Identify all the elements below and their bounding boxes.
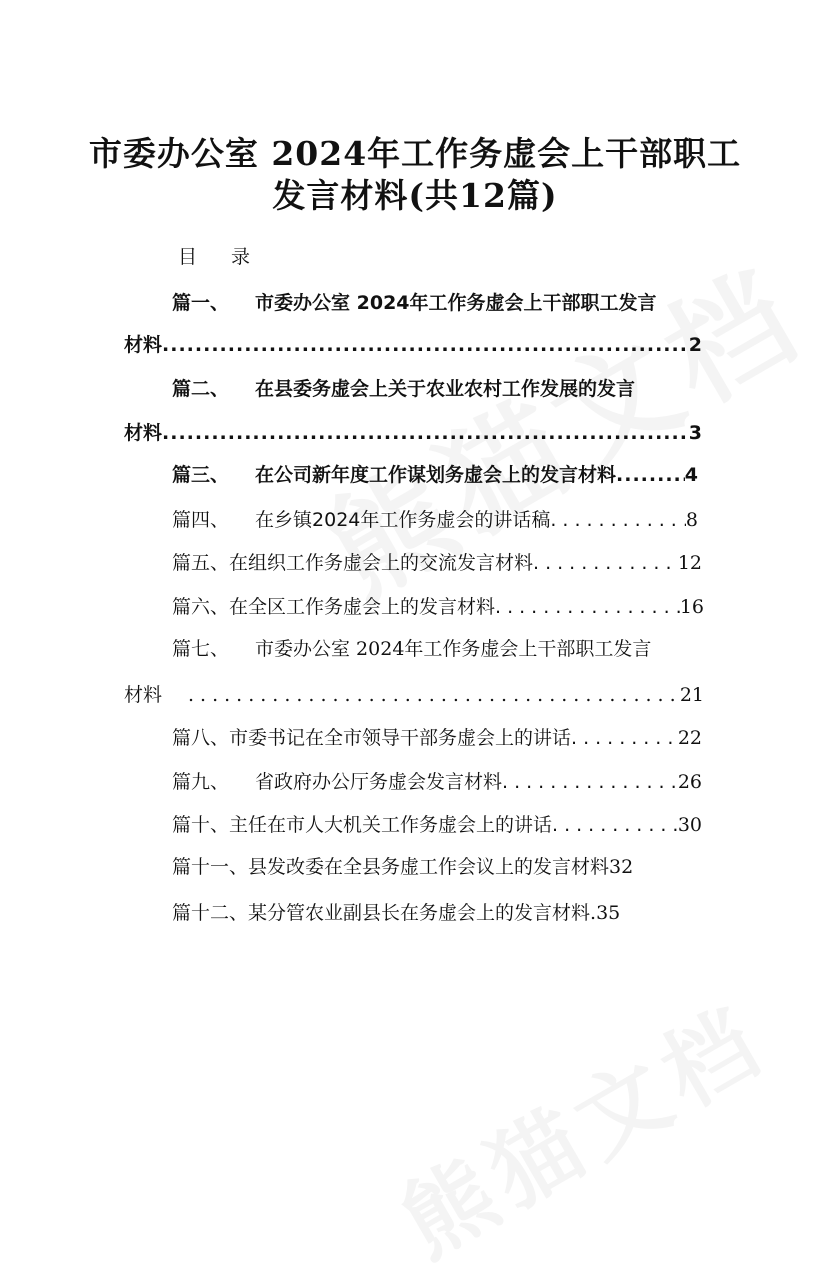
toc-leader-dots	[162, 334, 689, 356]
watermark	[374, 969, 785, 1281]
toc-entry-page: 8	[685, 509, 698, 531]
toc-entry-2-line-2[interactable]	[124, 418, 702, 445]
toc-entry-title: 在全区工作务虚会上的发言材料	[229, 596, 496, 618]
toc-leader-dots	[162, 422, 689, 444]
toc-entry-9[interactable]	[172, 767, 702, 794]
toc-entry-page: 26	[677, 771, 702, 793]
toc-entry-title-cont: 材料	[124, 422, 163, 444]
toc-entry-number: 篇六、	[172, 596, 230, 618]
toc-entry-page: 4	[684, 464, 698, 486]
toc-entry-title: 主任在市人大机关工作务虚会上的讲话	[229, 814, 553, 836]
toc-entry-5[interactable]	[172, 548, 702, 575]
toc-leader-dots	[616, 464, 685, 486]
toc-entry-number: 篇三、	[172, 464, 230, 486]
toc-entry-1-line-1[interactable]	[172, 288, 702, 315]
document-title-line-2: 发言材料(共12篇)	[272, 176, 558, 215]
toc-entry-1-line-2[interactable]	[124, 330, 702, 357]
toc-leader-dots	[571, 727, 678, 749]
toc-entry-4[interactable]	[172, 505, 698, 532]
toc-entry-title-cont: 材料	[124, 684, 163, 706]
toc-leader-dots	[495, 596, 680, 618]
toc-entry-10[interactable]	[172, 810, 702, 837]
toc-entry-11[interactable]	[172, 852, 712, 879]
toc-entry-page: 16	[679, 596, 704, 618]
toc-leader-dots	[550, 509, 686, 531]
toc-entry-title: 在公司新年度工作谋划务虚会上的发言材料	[255, 464, 617, 486]
toc-entry-number: 篇二、	[172, 378, 230, 400]
toc-entry-2-line-1[interactable]	[172, 374, 702, 401]
toc-leader-dots	[552, 814, 678, 836]
toc-entry-page: 21	[679, 684, 704, 706]
toc-entry-title: 市委办公室 2024年工作务虚会上干部职工发言	[255, 638, 652, 660]
toc-entry-title: 市委书记在全市领导干部务虚会上的讲话	[229, 727, 572, 749]
toc-entry-title: 省政府办公厅务虚会发言材料	[255, 771, 503, 793]
toc-entry-page: 30	[677, 814, 702, 836]
toc-entry-number: 篇八、	[172, 727, 230, 749]
document-title-line-1: 市委办公室 2024年工作务虚会上干部职工	[88, 134, 742, 173]
toc-entry-title: 在乡镇2024年工作务虚会的讲话稿	[255, 509, 551, 531]
toc-entry-6[interactable]	[172, 592, 704, 619]
toc-entry-number: 篇一、	[172, 292, 230, 314]
toc-entry-title: 某分管农业副县长在务虚会上的发言材料	[248, 902, 591, 924]
toc-entry-number: 篇七、	[172, 638, 230, 660]
toc-entry-title: 市委办公室 2024年工作务虚会上干部职工发言	[255, 292, 657, 314]
toc-entry-number: 篇十二、	[172, 902, 249, 924]
toc-leader-dots	[533, 552, 678, 574]
toc-entry-page: 35	[596, 902, 621, 924]
toc-entry-title: 县发改委在全县务虚工作会议上的发言材料	[248, 856, 610, 878]
toc-entry-title-cont: 材料	[124, 334, 163, 356]
toc-entry-number: 篇九、	[172, 771, 230, 793]
toc-entry-8[interactable]	[172, 723, 702, 750]
toc-entry-page: 12	[677, 552, 702, 574]
toc-entry-number: 篇十、	[172, 814, 230, 836]
toc-entry-title: 在县委务虚会上关于农业农村工作发展的发言	[255, 378, 636, 400]
toc-leader-dot: .	[590, 902, 597, 924]
toc-entry-7-line-1[interactable]	[172, 634, 704, 661]
toc-entry-7-line-2[interactable]	[124, 680, 704, 707]
toc-entry-page: 22	[677, 727, 702, 749]
toc-entry-page: 3	[688, 422, 702, 444]
toc-leader-dots	[502, 771, 678, 793]
toc-entry-title: 在组织工作务虚会上的交流发言材料	[229, 552, 534, 574]
toc-heading: 目 录	[178, 246, 265, 268]
toc-entry-page: 2	[688, 334, 702, 356]
toc-entry-3[interactable]	[172, 460, 698, 487]
toc-entry-number: 篇十一、	[172, 856, 249, 878]
toc-entry-page: 32	[609, 856, 634, 878]
toc-leader-dots	[188, 684, 680, 706]
toc-entry-number: 篇五、	[172, 552, 230, 574]
toc-entry-number: 篇四、	[172, 509, 230, 531]
toc-entry-12[interactable]	[172, 898, 712, 925]
